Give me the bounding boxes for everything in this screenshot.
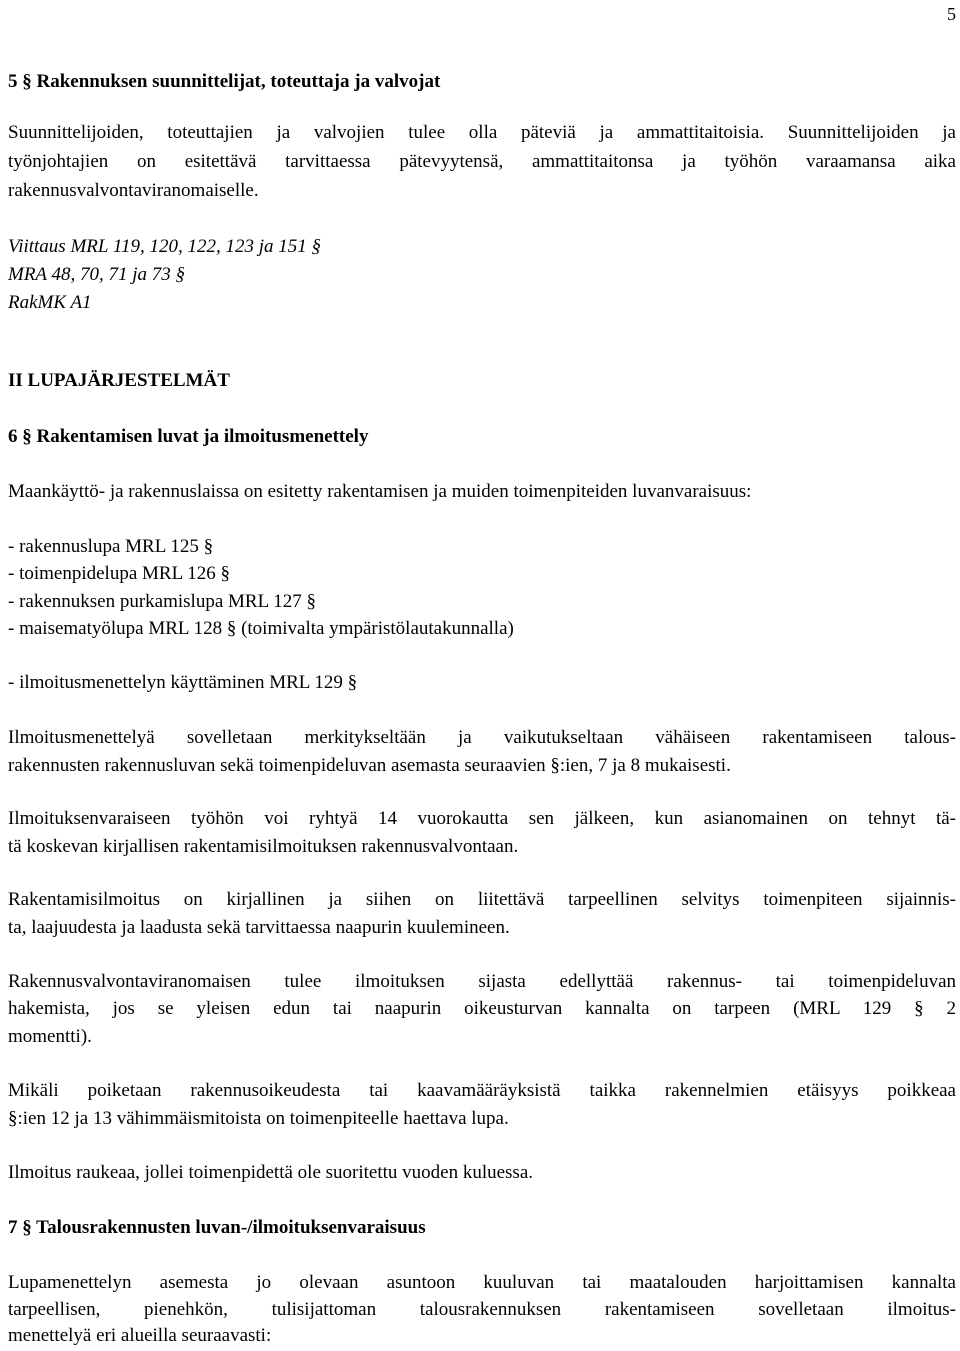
permit-list-item: - rakennuksen purkamislupa MRL 127 §	[8, 591, 316, 612]
section-5-paragraph-line: rakennusvalvontaviranomaiselle.	[8, 180, 259, 201]
section-7-heading: 7 § Talousrakennusten luvan-/ilmoituksenvaraisuus	[8, 1217, 426, 1238]
section-6-paragraph-line: Ilmoitus raukeaa, jollei toimenpidettä ole suoritettu vuoden kuluessa.	[8, 1162, 534, 1183]
reference-line: RakMK A1	[8, 292, 92, 313]
permit-list-item: - maisematyölupa MRL 128 § (toimivalta ympäristölautakunnalla)	[8, 618, 514, 639]
section-7-paragraph-line: Lupamenettelyn asemesta jo olevaan asuntoon kuuluvan tai maatalouden harjoittamisen kannalta	[8, 1272, 956, 1293]
section-7-paragraph-line: menettelyä eri alueilla seuraavasti:	[8, 1325, 272, 1346]
section-5-paragraph-line: työnjohtajien on esitettävä tarvittaessa pätevyytensä, ammattitaitonsa ja työhön varaamansa aika	[8, 151, 956, 172]
section-6-paragraph-line: rakennusten rakennusluvan sekä toimenpideluvan asemasta seuraavien §:ien, 7 ja 8 mukaisesti.	[8, 755, 731, 776]
section-6-intro: Maankäyttö- ja rakennuslaissa on esitetty rakentamisen ja muiden toimenpiteiden luvanvaraisuus:	[8, 481, 752, 502]
section-6-paragraph-line: Mikäli poiketaan rakennusoikeudesta tai kaavamääräyksistä taikka rakennelmien etäisyys poikkeaa	[8, 1080, 956, 1101]
section-6-paragraph-line: §:ien 12 ja 13 vähimmäismitoista on toimenpiteelle haettava lupa.	[8, 1108, 509, 1129]
reference-line: Viittaus MRL 119, 120, 122, 123 ja 151 §	[8, 236, 321, 257]
permit-list-item: - rakennuslupa MRL 125 §	[8, 536, 214, 557]
notice-list-item: - ilmoitusmenettelyn käyttäminen MRL 129 §	[8, 672, 358, 693]
section-6-paragraph-line: ta, laajuudesta ja laadusta sekä tarvittaessa naapurin kuulemineen.	[8, 917, 510, 938]
section-7-paragraph-line: tarpeellisen, pienehkön, tulisijattoman talousrakennuksen rakentamiseen sovelletaan ilmoitus-	[8, 1299, 956, 1320]
chapter-heading: II LUPAJÄRJESTELMÄT	[8, 370, 230, 391]
section-6-paragraph-line: momentti).	[8, 1026, 92, 1047]
section-6-paragraph-line: Ilmoituksenvaraiseen työhön voi ryhtyä 14 vuorokautta sen jälkeen, kun asianomainen on tehnyt tä-	[8, 808, 956, 829]
section-6-paragraph-line: Rakennusvalvontaviranomaisen tulee ilmoituksen sijasta edellyttää rakennus- tai toimenpideluvan	[8, 971, 956, 992]
permit-list-item: - toimenpidelupa MRL 126 §	[8, 563, 230, 584]
section-6-paragraph-line: tä koskevan kirjallisen rakentamisilmoituksen rakennusvalvontaan.	[8, 836, 519, 857]
section-6-paragraph-line: Rakentamisilmoitus on kirjallinen ja siihen on liitettävä tarpeellinen selvitys toimenpiteen sijainnis-	[8, 889, 956, 910]
page-number: 5	[947, 4, 956, 24]
reference-line: MRA 48, 70, 71 ja 73 §	[8, 264, 185, 285]
section-6-paragraph-line: Ilmoitusmenettelyä sovelletaan merkitykseltään ja vaikutukseltaan vähäiseen rakentamiseen talous-	[8, 727, 956, 748]
section-6-paragraph-line: hakemista, jos se yleisen edun tai naapurin oikeusturvan kannalta on tarpeen (MRL 129 § 2	[8, 998, 956, 1019]
section-5-heading: 5 § Rakennuksen suunnittelijat, toteuttaja ja valvojat	[8, 71, 441, 92]
section-5-paragraph-line: Suunnittelijoiden, toteuttajien ja valvojien tulee olla päteviä ja ammattitaitoisia. Suunnittelijoiden ja	[8, 122, 956, 143]
section-6-heading: 6 § Rakentamisen luvat ja ilmoitusmenettely	[8, 426, 369, 447]
